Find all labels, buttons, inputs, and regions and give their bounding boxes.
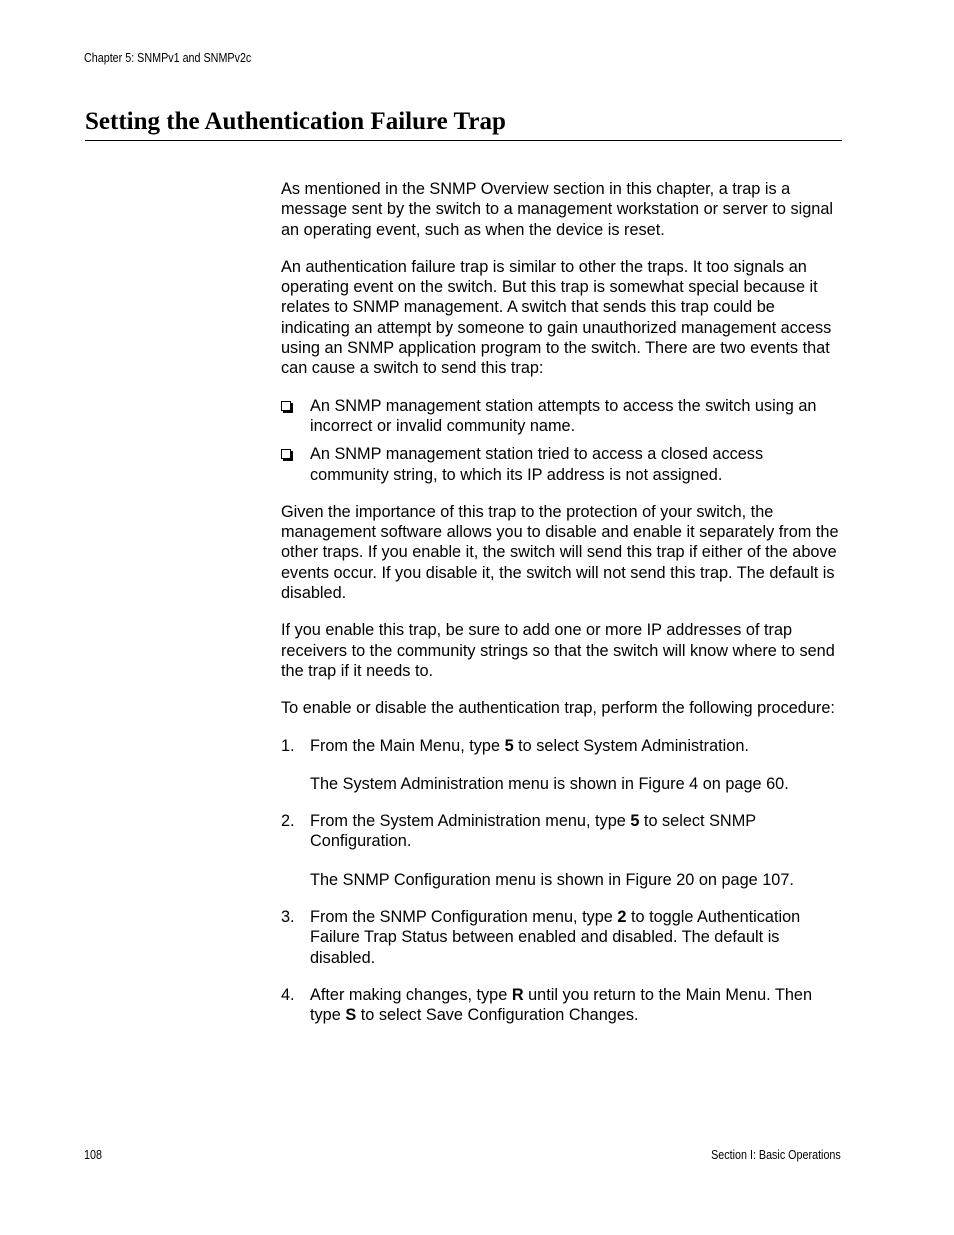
step-text-part: to select SNMP Configuration. — [310, 812, 756, 851]
step-text-part: until you return to the Main Menu. Then type — [310, 985, 812, 1025]
step-text-part: to select System Administration. — [513, 736, 749, 755]
body-text — [281, 179, 843, 1043]
step-text-part: From the Main Menu, type — [310, 736, 505, 755]
paragraph: If you enable this trap, be sure to add one or more IP addresses of trap receivers to the community strings so that the switch will know where to send the trap if it needs to. — [281, 621, 835, 680]
procedure-steps — [281, 736, 843, 1026]
step-text-part: From the SNMP Configuration menu, type — [310, 908, 618, 927]
step-number: 4. — [281, 985, 295, 1004]
list-item-text: An SNMP management station tried to access a closed access community string, to which its IP address is not assigned. — [310, 445, 764, 484]
step-text — [310, 985, 843, 1026]
step-key: S — [345, 1006, 357, 1025]
paragraph: Given the importance of this trap to the protection of your switch, the management software allows you to disable and enable it separately from the other traps. If you enable it, the switch will send this trap if either of the above events occur. If you disable it, the switch will not send this trap. The default is disabled. — [281, 502, 839, 603]
step-item — [281, 985, 843, 1026]
step-number: 1. — [281, 736, 295, 755]
step-key: 5 — [504, 736, 514, 755]
step-key: R — [511, 985, 524, 1004]
step-text — [310, 736, 843, 756]
step-text — [310, 811, 843, 852]
list-item — [281, 396, 843, 437]
section-footer: Section I: Basic Operations — [711, 1148, 841, 1162]
step-text-part: After making changes, type — [310, 985, 512, 1004]
step-note: The SNMP Configuration menu is shown in Figure 20 on page 107. — [310, 870, 794, 889]
step-item — [281, 811, 843, 890]
step-note: The System Administration menu is shown in Figure 4 on page 60. — [310, 774, 789, 793]
paragraph: An authentication failure trap is similar to other the traps. It too signals an operating event on the switch. But this trap is somewhat special because it relates to SNMP management. A switch that sends this trap could be indicating an attempt by someone to gain unauthorized management access using an SNMP application program to the switch. There are two events that can cause a switch to send this trap: — [281, 257, 832, 378]
step-item — [281, 736, 843, 795]
checkbox-bullet-icon — [281, 449, 291, 459]
running-header: Chapter 5: SNMPv1 and SNMPv2c — [84, 51, 252, 65]
paragraph: To enable or disable the authentication trap, perform the following procedure: — [281, 699, 835, 718]
paragraph: As mentioned in the SNMP Overview section in this chapter, a trap is a message sent by the switch to a management workstation or server to signal an operating event, such as when the device is reset. — [281, 180, 834, 239]
step-text-part: to select Save Configuration Changes. — [356, 1006, 639, 1025]
section-title: Setting the Authentication Failure Trap — [85, 108, 506, 135]
page-number: 108 — [84, 1148, 102, 1162]
step-text-part: to toggle Authentication Failure Trap Status between enabled and disabled. The default is disabled. — [310, 908, 801, 967]
step-number: 2. — [281, 812, 295, 831]
step-text-part: From the System Administration menu, type — [310, 812, 631, 831]
step-item — [281, 907, 843, 968]
step-number: 3. — [281, 908, 295, 927]
step-key: 5 — [630, 812, 640, 831]
step-key: 2 — [617, 908, 627, 927]
list-item-text: An SNMP management station attempts to access the switch using an incorrect or invalid community name. — [310, 396, 817, 435]
step-text — [310, 907, 843, 968]
list-item — [281, 444, 843, 485]
title-rule — [85, 140, 842, 141]
checkbox-bullet-icon — [281, 401, 291, 411]
event-list — [281, 396, 843, 485]
